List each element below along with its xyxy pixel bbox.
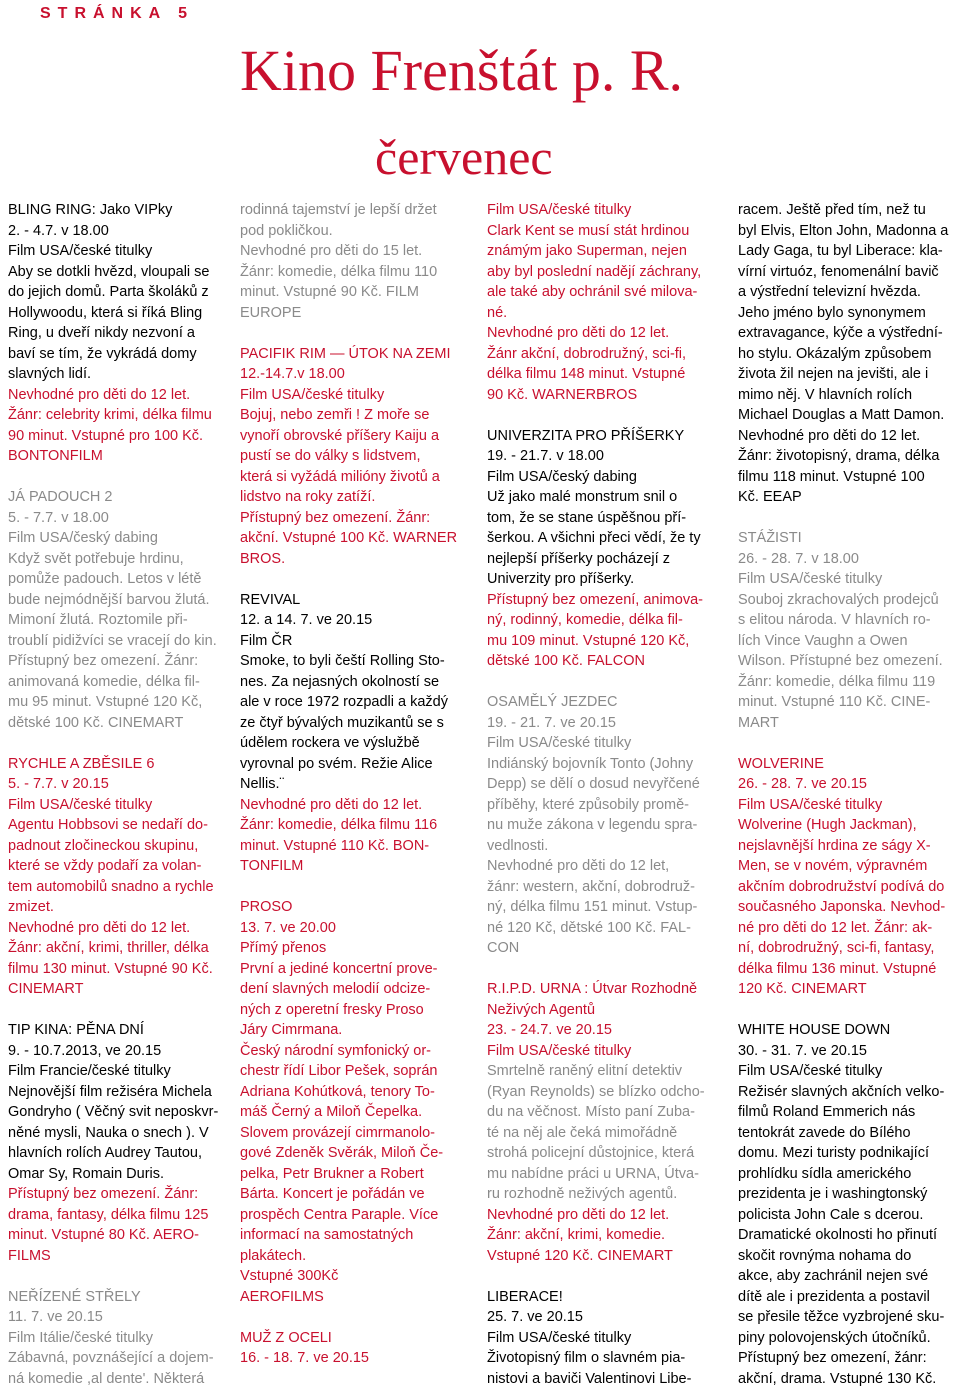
- program-text-line: minut. Vstupné 110 Kč. BON-: [240, 837, 430, 854]
- program-text-line: známým jako Superman, nejen: [487, 243, 687, 259]
- paragraph-gap: [738, 1000, 960, 1021]
- program-text-line: chestr řídí Libor Pešek, soprán: [240, 1063, 438, 1079]
- program-text-line: dětské 100 Kč. FALCON: [487, 653, 645, 669]
- program-text-line: tom, že se stane úspěšnou pří-: [487, 509, 687, 526]
- program-text-line: NEŘÍZENÉ STŘELY: [8, 1288, 141, 1305]
- program-text-line: OSAMĚLÝ JEZDEC: [487, 694, 618, 710]
- program-text-line: padnout zločineckou skupinu,: [8, 837, 199, 854]
- program-text-line: PROSO: [240, 899, 293, 915]
- program-text-line: Vstupné 300Kč: [240, 1268, 339, 1284]
- program-text-line: filmu 118 minut. Vstupné 100: [738, 468, 925, 485]
- program-text-line: pod pokličkou.: [240, 222, 333, 239]
- program-text-line: MUŽ Z OCELI: [240, 1329, 332, 1346]
- program-text-line: se přesile těžce vyzbrojené sku-: [738, 1309, 945, 1325]
- program-text-line: žánr: western, akční, dobrodruž-: [487, 878, 695, 895]
- program-text-line: příběhy, které způsobily promě-: [487, 796, 690, 813]
- program-text-line: mu 95 minut. Vstupné 120 Kč,: [8, 694, 203, 710]
- paragraph-gap: [738, 508, 960, 529]
- program-text-line: JÁ PADOUCH 2: [8, 489, 113, 505]
- program-text-line: současného Japonska. Nevhod-: [738, 899, 946, 915]
- program-text-line: Zábavná, povznášející a dojem-: [8, 1350, 214, 1366]
- program-text-line: prospěch Centra Paraple. Více: [240, 1206, 439, 1223]
- page-number-label: STRÁNKA 5: [40, 5, 194, 22]
- program-text-line: Souboj zkrachovalých prodejců: [738, 591, 939, 608]
- program-text-line: Film USA/české titulky: [487, 1042, 632, 1059]
- program-text-line: délka filmu 136 minut. Vstupné: [738, 960, 937, 977]
- program-text-line: Nevhodné pro děti do 12 let.: [487, 325, 670, 341]
- program-text-line: která si vyžádá milióny životů a: [240, 468, 440, 485]
- program-text-line: něné mysli, Nauka o snech ). V: [8, 1124, 209, 1141]
- program-text-line: vynoří obrovské příšery Kaiju a: [240, 427, 440, 444]
- program-text-line: Adriana Kohútková, tenory To-: [240, 1083, 435, 1100]
- program-text-line: Žánr: životopisný, drama, délka: [738, 448, 940, 464]
- program-text-line: Žánr akční, dobrodružný, sci-fi,: [487, 345, 687, 362]
- program-text-line: pelka, Petr Brukner a Robert: [240, 1165, 424, 1182]
- program-text-line: né.: [487, 304, 508, 321]
- program-column-4: [738, 200, 960, 1389]
- program-text-line: LIBERACE!: [487, 1288, 563, 1305]
- program-text-line: Slovem provázejí cimrmanolo-: [240, 1124, 436, 1141]
- program-text-line: Film USA/český dabing: [8, 530, 158, 546]
- program-text-line: animovaná komedie, délka fil-: [8, 673, 200, 690]
- program-text-line: baví se tím, že vykrádá domy: [8, 345, 197, 362]
- program-text-line: Přístupný bez omezení. Žánr:: [8, 1186, 199, 1202]
- program-text-line: 11. 7. ve 20.15: [8, 1309, 103, 1325]
- program-text-line: 19. - 21. 7. ve 20.15: [487, 714, 616, 731]
- program-text-line: Film USA/české titulky: [487, 1329, 632, 1346]
- program-text-line: Nevhodné pro děti do 12 let.: [8, 919, 191, 936]
- program-text-line: R.I.P.D. URNA : Útvar Rozhodně: [487, 981, 698, 997]
- program-text-line: 16. - 18. 7. ve 20.15: [240, 1350, 369, 1366]
- program-text-line: 30. - 31. 7. ve 20.15: [738, 1042, 867, 1059]
- program-text-line: 12. a 14. 7. ve 20.15: [240, 612, 373, 628]
- program-text-line: Žánr: celebrity krimi, délka filmu: [8, 407, 212, 423]
- program-text-line: 90 Kč. WARNERBROS: [487, 386, 638, 403]
- paragraph-gap: [487, 672, 717, 693]
- program-text-line: Nevhodné pro děti do 12 let.: [487, 1206, 670, 1223]
- program-text-line: slavných lidí.: [8, 366, 92, 382]
- program-text-line: akce, aby zachránil nejen své: [738, 1268, 929, 1284]
- program-text-line: Ring, u dveří nikdy nezvoní a: [8, 325, 195, 341]
- program-text-line: mimo něj. V hlavních rolích: [738, 386, 913, 403]
- program-text-line: Bojuj, nebo zemři ! Z moře se: [240, 407, 430, 423]
- program-text-line: Depp) se dělí o dosud nevyřčené: [487, 776, 700, 792]
- program-text-line: Žánr: akční, krimi, komedie.: [487, 1227, 666, 1243]
- program-text-line: WOLVERINE: [738, 755, 824, 772]
- paragraph-gap: [240, 877, 470, 898]
- program-text-line: informací na samostatných: [240, 1227, 414, 1243]
- program-text-line: PACIFIK RIM — ÚTOK NA ZEMI: [240, 345, 451, 362]
- program-text-line: 9. - 10.7.2013, ve 20.15: [8, 1042, 162, 1059]
- cinema-title: Kino Frenštát p. R.: [240, 38, 684, 103]
- paragraph-gap: [8, 1266, 238, 1287]
- month-heading: červenec: [375, 129, 553, 185]
- program-text-line: CINEMART: [8, 981, 84, 997]
- program-text-line: 5. - 7.7. v 20.15: [8, 776, 109, 792]
- paragraph-gap: [240, 569, 470, 590]
- program-text-line: akční. Vstupné 100 Kč. WARNER: [240, 530, 458, 546]
- program-text-line: Film USA/český dabing: [487, 468, 637, 485]
- program-text-line: Gondryho ( Věčný svit neposkvr-: [8, 1104, 219, 1120]
- program-text-line: života žil nejen na jevišti, ale i: [738, 366, 929, 382]
- program-column-2: [240, 200, 470, 1369]
- program-text-line: pustí se do války s lidstvem,: [240, 448, 421, 464]
- program-text-line: filmu 130 minut. Vstupné 90 Kč.: [8, 960, 213, 977]
- program-text-line: Clark Kent se musí stát hrdinou: [487, 222, 690, 239]
- program-text-line: Žánr: komedie, délka filmu 110: [240, 263, 438, 280]
- program-text-line: minut. Vstupné 90 Kč. FILM: [240, 284, 419, 300]
- program-text-line: nistovi a baviči Valentinovi Libe-: [487, 1370, 692, 1387]
- program-text-line: Nejnovější film režiséra Michela: [8, 1083, 212, 1100]
- program-text-line: mu nabídne práci u URNA, Útva-: [487, 1165, 699, 1182]
- program-text-line: Nevhodné pro děti do 12 let.: [738, 427, 921, 444]
- program-text-line: Přístupný bez omezení. Žánr:: [240, 509, 431, 526]
- program-text-line: 90 minut. Vstupné pro 100 Kč.: [8, 427, 204, 444]
- program-text-line: hlavních rolích Audrey Tautou,: [8, 1145, 202, 1161]
- program-text-line: Omar Sy, Romain Duris.: [8, 1165, 165, 1182]
- program-text-line: Film Itálie/české titulky: [8, 1329, 154, 1346]
- program-text-line: vyrovnal po svém. Režie Alice: [240, 755, 433, 772]
- program-text-line: 23. - 24.7. ve 20.15: [487, 1022, 612, 1038]
- program-text-line: Přístupný bez omezení. Žánr:: [8, 653, 199, 669]
- program-text-line: du na věčnost. Místo paní Zuba-: [487, 1104, 695, 1120]
- program-text-line: s elitou národa. V hlavních ro-: [738, 612, 931, 628]
- program-text-line: Hollywoodu, která si říká Bling: [8, 304, 203, 321]
- program-text-line: BLING RING: Jako VIPky: [8, 202, 173, 218]
- program-text-line: domu. Mezi turisty podnikající: [738, 1145, 929, 1161]
- program-text-line: (Ryan Reynolds) se blízko odcho-: [487, 1083, 705, 1100]
- program-text-line: akčním dobrodružství podívá do: [738, 878, 945, 895]
- program-text-line: rodinná tajemství je lepší držet: [240, 202, 437, 218]
- program-text-line: nejslavnější hrdina ze ságy X-: [738, 837, 931, 854]
- program-text-line: Film USA/české titulky: [487, 735, 632, 751]
- program-text-line: lidstvo na roky zatíží.: [240, 489, 376, 505]
- program-text-line: tentokrát zavede do Bílého: [738, 1124, 911, 1141]
- program-text-line: nejlepší příšerky pocházejí z: [487, 550, 670, 567]
- program-text-line: Járy Cimrmana.: [240, 1022, 343, 1038]
- program-text-line: 2. - 4.7. v 18.00: [8, 222, 109, 239]
- program-text-line: ná komedie ,al dente'. Některá: [8, 1370, 205, 1387]
- program-text-line: Životopisný film o slavném pia-: [487, 1350, 686, 1366]
- program-text-line: 26. - 28. 7. v 18.00: [738, 550, 859, 567]
- program-text-line: té na něj ale čeká mimořádně: [487, 1124, 678, 1141]
- program-text-line: První a jediné koncertní prove-: [240, 960, 438, 977]
- program-text-line: tem automobilů snadno a rychle: [8, 878, 214, 895]
- program-text-line: Vstupné 120 Kč. CINEMART: [487, 1247, 673, 1264]
- program-column-1: [8, 200, 238, 1389]
- program-text-line: ze čtyř bývalých muzikantů se s: [240, 714, 444, 731]
- program-text-line: policista John Cale s dcerou.: [738, 1206, 924, 1223]
- program-text-line: vírní virtuóz, fenomenální bavič: [738, 263, 939, 280]
- program-text-line: do jejich domů. Parta školáků z: [8, 284, 209, 300]
- program-text-line: lích Vince Vaughn a Owen: [738, 632, 908, 649]
- program-text-line: Český národní symfonický or-: [240, 1042, 431, 1059]
- program-text-line: aby byl poslední nadějí záchrany,: [487, 263, 702, 280]
- program-text-line: Žánr: komedie, délka filmu 119: [738, 673, 936, 690]
- program-text-line: prohlídku sídla amerického: [738, 1165, 912, 1182]
- program-text-line: skočit rovnýma nohama do: [738, 1247, 912, 1264]
- program-text-line: vedlnosti.: [487, 837, 549, 854]
- program-text-line: BONTONFILM: [8, 448, 103, 464]
- program-text-line: 25. 7. ve 20.15: [487, 1309, 583, 1325]
- program-text-line: Film USA/české titulky: [738, 1063, 883, 1079]
- program-text-line: Bárta. Koncert je pořádán ve: [240, 1186, 425, 1202]
- program-text-line: 13. 7. ve 20.00: [240, 919, 336, 936]
- program-text-line: 120 Kč. CINEMART: [738, 981, 867, 997]
- program-text-line: racem. Ještě před tím, než tu: [738, 202, 926, 218]
- program-text-line: Agentu Hobbsovi se nedaří do-: [8, 817, 208, 833]
- paragraph-gap: [240, 1307, 470, 1328]
- program-text-line: CON: [487, 940, 520, 956]
- program-text-line: Smoke, to byli čeští Rolling Sto-: [240, 653, 445, 669]
- program-text-line: Když svět potřebuje hrdinu,: [8, 550, 184, 567]
- program-text-line: RYCHLE A ZBĚSILE 6: [8, 755, 155, 772]
- program-text-line: ale v roce 1972 rozpadli a každý: [240, 694, 448, 710]
- program-text-line: dítě ale i prezidenta a postavil: [738, 1288, 930, 1305]
- program-text-line: troublí pidižvíci se vracejí do kin.: [8, 632, 217, 649]
- program-text-line: Dramatické okolnosti ho přinutí: [738, 1227, 938, 1243]
- program-text-line: ní, dobrodružný, sci-fi, fantasy,: [738, 940, 935, 956]
- program-text-line: Přímý přenos: [240, 940, 327, 956]
- program-text-line: údělem rockera ve výslužbě: [240, 735, 420, 751]
- program-text-line: Žánr: komedie, délka filmu 116: [240, 817, 438, 833]
- program-text-line: délka filmu 148 minut. Vstupné: [487, 366, 686, 382]
- program-text-line: ale také aby ochránil své milova-: [487, 284, 698, 300]
- program-text-line: Film USA/české titulky: [487, 202, 632, 218]
- program-text-line: 5. - 7.7. v 18.00: [8, 509, 109, 526]
- program-text-line: filmů Roland Emmerich nás: [738, 1104, 916, 1120]
- program-text-line: Indiánský bojovník Tonto (Johny: [487, 755, 694, 772]
- program-text-line: ný, délka filmu 151 minut. Vstup-: [487, 899, 698, 915]
- program-text-line: pomůže padouch. Letos v létě: [8, 571, 202, 587]
- program-text-line: Přístupný bez omezení, žánr:: [738, 1350, 927, 1366]
- program-text-line: Nevhodné pro děti do 12 let.: [240, 796, 423, 813]
- program-text-line: Film USA/české titulky: [8, 243, 153, 259]
- program-text-line: UNIVERZITA PRO PŘÍŠERKY: [487, 427, 685, 444]
- paragraph-gap: [8, 467, 238, 488]
- program-text-line: REVIVAL: [240, 591, 301, 608]
- program-text-line: Wilson. Přístupné bez omezení.: [738, 653, 943, 669]
- program-text-line: Nevhodné pro děti do 12 let,: [487, 858, 670, 874]
- program-text-line: nes. Za nejasných okolností se: [240, 673, 440, 690]
- program-text-line: Film USA/české titulky: [738, 796, 883, 813]
- program-text-line: ný, rodinný, komedie, délka fil-: [487, 612, 683, 628]
- program-text-line: TONFILM: [240, 858, 304, 874]
- program-text-line: extravagance, kýče a výstřední-: [738, 325, 943, 341]
- program-text-line: Film USA/české titulky: [8, 796, 153, 813]
- program-text-line: Nevhodné pro děti do 15 let.: [240, 243, 423, 259]
- program-text-line: Aby se dotkli hvězd, vloupali se: [8, 263, 210, 280]
- program-text-line: Kč. EEAP: [738, 489, 802, 505]
- paragraph-gap: [240, 323, 470, 344]
- program-text-line: MART: [738, 714, 779, 731]
- program-text-line: Režisér slavných akčních velko-: [738, 1083, 945, 1100]
- program-text-line: byl Elvis, Elton John, Madonna a: [738, 222, 949, 239]
- program-text-line: Nevhodné pro děti do 12 let.: [8, 386, 191, 403]
- program-text-line: prezidenta je i washingtonský: [738, 1186, 928, 1202]
- program-text-line: 26. - 28. 7. ve 20.15: [738, 776, 867, 792]
- program-text-line: Univerzity pro příšerky.: [487, 571, 635, 587]
- program-text-line: minut. Vstupné 110 Kč. CINE-: [738, 694, 931, 710]
- program-text-line: Film Francie/české titulky: [8, 1063, 171, 1079]
- paragraph-gap: [8, 733, 238, 754]
- program-text-line: drama, fantasy, délka filmu 125: [8, 1206, 209, 1223]
- program-text-line: šerkou. A všichni přeci vědí, že ty: [487, 530, 701, 546]
- program-text-line: ných z operetní fresky Proso: [240, 1001, 424, 1018]
- program-text-line: Žánr: akční, krimi, thriller, délka: [8, 940, 209, 956]
- program-text-line: Film ČR: [240, 632, 293, 649]
- program-text-line: Nellis.¨: [240, 776, 285, 792]
- program-text-line: Neživých Agentů: [487, 1001, 596, 1018]
- program-text-line: bude nejmódnější barvou žlutá.: [8, 591, 210, 608]
- program-text-line: které se vždy podaří za volan-: [8, 858, 202, 874]
- program-text-line: 19. - 21.7. v 18.00: [487, 448, 604, 464]
- program-text-line: né 120 Kč, dětské 100 Kč. FAL-: [487, 919, 691, 936]
- paragraph-gap: [738, 733, 960, 754]
- program-text-line: mu 109 minut. Vstupné 120 Kč,: [487, 632, 690, 649]
- program-text-line: Men, se v novém, výpravném: [738, 858, 928, 874]
- program-text-line: piny polovojenských útočníků.: [738, 1329, 931, 1346]
- program-text-line: AEROFILMS: [240, 1288, 324, 1305]
- program-text-line: EUROPE: [240, 304, 302, 321]
- program-text-line: WHITE HOUSE DOWN: [738, 1022, 891, 1038]
- program-text-line: Přístupný bez omezení, animova-: [487, 591, 703, 608]
- program-text-line: dení slavných melodií odcize-: [240, 981, 431, 997]
- program-text-line: TIP KINA: PĚNA DNÍ: [8, 1022, 144, 1038]
- program-text-line: zmizet.: [8, 899, 54, 915]
- program-text-line: 12.-14.7.v 18.00: [240, 366, 345, 382]
- program-text-line: Lady Gaga, tu byl Liberace: kla-: [738, 243, 943, 259]
- paragraph-gap: [8, 1000, 238, 1021]
- program-text-line: nu muže zákona v legendu spra-: [487, 817, 698, 833]
- program-text-line: Wolverine (Hugh Jackman),: [738, 817, 917, 833]
- program-text-line: BROS.: [240, 550, 286, 567]
- program-text-line: akční, drama. Vstupné 130 Kč.: [738, 1370, 937, 1387]
- program-text-line: a výstřední televizní hvězda.: [738, 284, 921, 300]
- program-text-line: Už jako malé monstrum snil o: [487, 489, 678, 505]
- program-text-line: Jeho jméno bylo synonymem: [738, 304, 926, 321]
- program-text-line: strohá policejní důstojnice, která: [487, 1145, 695, 1161]
- program-text-line: plakátech.: [240, 1247, 307, 1264]
- program-text-line: Film USA/české titulky: [240, 386, 385, 403]
- program-text-line: né pro děti do 12 let. Žánr: ak-: [738, 919, 933, 936]
- paragraph-gap: [487, 1266, 717, 1287]
- program-text-line: Smrtelně raněný elitní detektiv: [487, 1063, 683, 1079]
- program-text-line: Film USA/české titulky: [738, 571, 883, 587]
- program-text-line: ho stylu. Okázalým způsobem: [738, 345, 932, 362]
- program-text-line: STÁŽISTI: [738, 530, 802, 546]
- program-text-line: Michael Douglas a Matt Damon.: [738, 407, 945, 423]
- program-text-line: minut. Vstupné 80 Kč. AERO-: [8, 1227, 200, 1243]
- program-text-line: Mimoní žlutá. Roztomile při-: [8, 612, 188, 628]
- program-text-line: ru rozhodně neživých agentů.: [487, 1186, 678, 1202]
- program-column-3: [487, 200, 717, 1389]
- program-text-line: dětské 100 Kč. CINEMART: [8, 714, 184, 731]
- paragraph-gap: [487, 959, 717, 980]
- program-text-line: FILMS: [8, 1247, 51, 1264]
- program-text-line: máš Černý a Miloň Čepelka.: [240, 1104, 423, 1120]
- paragraph-gap: [487, 405, 717, 426]
- program-text-line: gové Zdeněk Svěrák, Miloň Če-: [240, 1145, 444, 1161]
